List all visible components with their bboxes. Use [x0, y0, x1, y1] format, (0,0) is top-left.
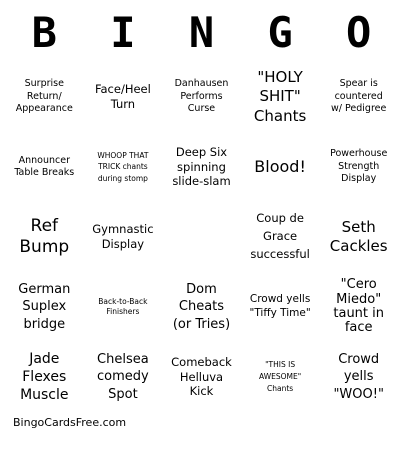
cell-text: Crowd yells "WOO!"	[333, 351, 384, 402]
cell-text: Blood!	[254, 157, 306, 176]
cell-text: "THIS IS AWESOME" Chants	[258, 360, 302, 393]
bingo-cell[interactable]	[5, 132, 84, 202]
cell-text: "Cero Miedo" taunt in face	[333, 277, 384, 336]
cell-text: Crowd yells "Tiffy Time"	[249, 293, 311, 319]
cell-text: Jade Flexes Muscle	[20, 350, 69, 404]
bingo-cell[interactable]	[5, 202, 84, 272]
header-letter-o: O	[346, 8, 372, 57]
bingo-cell[interactable]	[162, 342, 241, 412]
free-cell[interactable]	[162, 202, 241, 272]
bingo-cell[interactable]	[241, 132, 320, 202]
cell-text: Coup de Grace successful	[250, 211, 310, 261]
cell-text: Ref Bump	[19, 215, 70, 257]
bingo-cell[interactable]	[84, 132, 163, 202]
bingo-cell[interactable]	[84, 342, 163, 412]
bingo-cell[interactable]	[5, 342, 84, 412]
cell-text: Danhausen Performs Curse	[174, 78, 229, 115]
bingo-cell[interactable]	[84, 272, 163, 342]
cell-text: "HOLY SHIT" Chants	[253, 67, 307, 125]
bingo-cell[interactable]	[319, 202, 398, 272]
bingo-cell[interactable]	[319, 272, 398, 342]
header-letter-b: B	[31, 8, 57, 57]
bingo-cell[interactable]	[5, 62, 84, 132]
bingo-cell[interactable]	[319, 132, 398, 202]
bingo-cell[interactable]	[241, 342, 320, 412]
cell-text: Face/Heel Turn	[94, 82, 151, 111]
header-letter-n: N	[188, 8, 215, 57]
cell-text: WHOOP THAT TRICK chants during stomp	[97, 150, 149, 183]
cell-text: Deep Six spinning slide-slam	[172, 144, 231, 189]
cell-text: Chelsea comedy Spot	[97, 351, 149, 402]
bingo-cell[interactable]	[162, 272, 241, 342]
cell-text: Back-to-Back Finishers	[98, 297, 148, 316]
cell-text: Dom Cheats (or Tries)	[172, 281, 231, 332]
bingo-cell[interactable]	[241, 202, 320, 272]
bingo-header	[5, 8, 398, 58]
cell-text: German Suplex bridge	[18, 281, 71, 332]
bingo-cell[interactable]	[241, 272, 320, 342]
header-letter-i: I	[110, 8, 136, 57]
header-letter-g: G	[267, 8, 293, 57]
bingo-cell[interactable]	[84, 62, 163, 132]
bingo-cell[interactable]	[319, 342, 398, 412]
bingo-cell[interactable]	[162, 62, 241, 132]
bingo-cell[interactable]	[84, 202, 163, 272]
cell-text: Gymnastic Display	[92, 222, 154, 251]
cell-text: Surprise Return/ Appearance	[15, 78, 73, 115]
cell-text: Powerhouse Strength Display	[330, 148, 388, 185]
cell-text: Announcer Table Breaks	[14, 154, 75, 178]
cell-text: Seth Cackles	[329, 217, 388, 255]
bingo-cell[interactable]	[5, 272, 84, 342]
cell-text: Spear is countered w/ Pedigree	[331, 78, 387, 115]
footer-credit: BingoCardsFree.com	[13, 416, 127, 429]
bingo-cell[interactable]	[241, 62, 320, 132]
cell-text: Comeback Helluva Kick	[171, 354, 232, 399]
bingo-cell[interactable]	[162, 132, 241, 202]
bingo-grid	[5, 62, 398, 412]
bingo-cell[interactable]	[319, 62, 398, 132]
